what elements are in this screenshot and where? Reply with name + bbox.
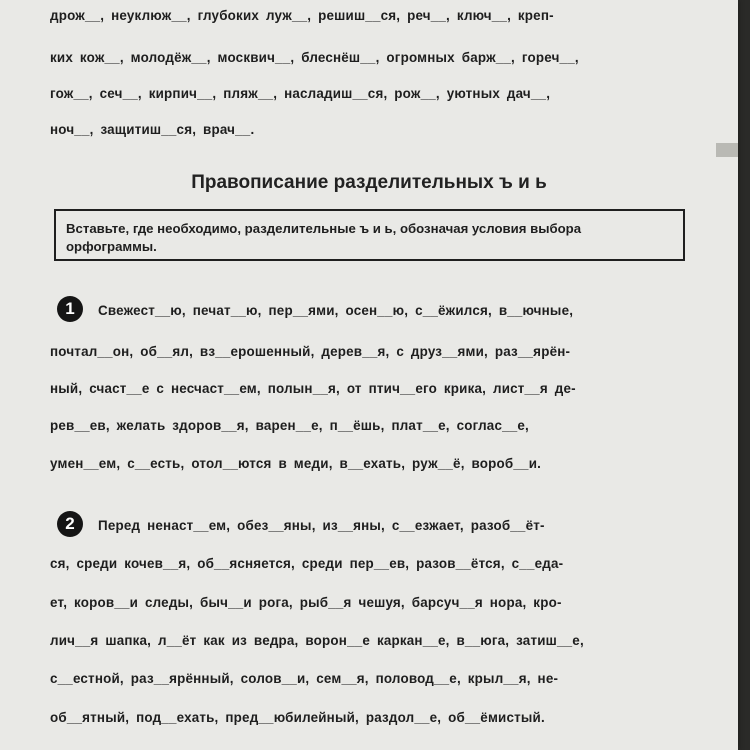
text-line: об__ятный, под__ехать, пред__юбилейный, раздол__е, об__ёмистый. [50,710,545,725]
text-line: лич__я шапка, л__ёт как из ведра, ворон__е каркан__е, в__юга, затиш__е, [50,633,584,648]
text-line: рев__ев, желать здоров__я, варен__е, п__ёшь, плат__е, соглас__е, [50,418,529,433]
instruction-text: Вставьте, где необходимо, разделительные ъ и ь, обозначая условия выбора орфограммы. [66,221,582,254]
section-title: Правописание разделительных ъ и ь [191,172,547,193]
text-line: гож__, сеч__, кирпич__, пляж__, насладиш__ся, рож__, уютных дач__, [50,86,551,101]
task-number-badge: 1 [57,296,83,322]
text-line: умен__ем, с__есть, отол__ются в меди, в__ехать, руж__ё, вороб__и. [50,456,542,471]
text-line: Свежест__ю, печат__ю, пер__ями, осен__ю, с__ёжился, в__ючные, [98,303,574,318]
task-number-badge: 2 [57,511,83,537]
text-line: с__естной, раз__ярённый, солов__и, сем__я, половод__е, крыл__я, не- [50,671,559,686]
text-line: почтал__он, об__ял, вз__ерошенный, дерев__я, с друз__ями, раз__ярён- [50,344,571,359]
text-line: ноч__, защитиш__ся, врач__. [50,122,255,137]
text-line: Перед ненаст__ем, обез__яны, из__яны, с__езжает, разоб__ёт- [98,518,545,533]
page-edge-mark [716,143,738,157]
text-line: ких кож__, молодёж__, москвич__, блеснёш__, огромных барж__, гореч__, [50,50,579,65]
text-line: ет, коров__и следы, быч__и рога, рыб__я чешуя, барсуч__я нора, кро- [50,595,562,610]
text-line: ный, счаст__е с несчаст__ем, полын__я, от птич__его крика, лист__я де- [50,381,576,396]
text-line: дрож__, неуклюж__, глубоких луж__, решиш__ся, реч__, ключ__, креп- [50,8,554,23]
text-line: ся, среди кочев__я, об__ясняется, среди пер__ев, разов__ётся, с__еда- [50,556,564,571]
instruction-box [54,209,685,261]
